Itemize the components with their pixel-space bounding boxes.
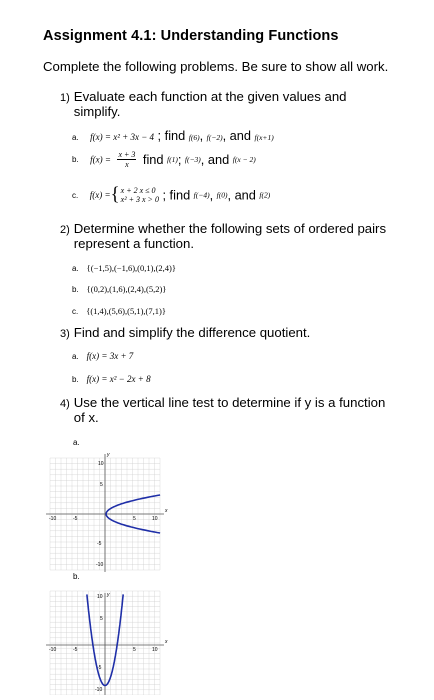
function-expression: f(x) = x² − 2x + 8 bbox=[86, 374, 151, 384]
y-axis-label: y bbox=[107, 452, 110, 458]
question-number: 3) bbox=[60, 328, 70, 340]
case-1: x + 2 x ≤ 0 bbox=[120, 186, 156, 195]
tick-label-ymin: -10 bbox=[95, 687, 103, 693]
piecewise-cases bbox=[121, 186, 159, 204]
tick-label-x5: 5 bbox=[133, 516, 136, 522]
separator: , bbox=[199, 128, 204, 143]
tick-label-ymin: -10 bbox=[96, 562, 104, 568]
separator: , bbox=[209, 187, 214, 203]
part-letter: c. bbox=[72, 190, 79, 200]
ordered-pairs: {(1,4),(5,6),(5,1),(7,1)} bbox=[86, 306, 166, 316]
function-expression: f(x) = x² + 3x − 4 bbox=[90, 132, 155, 142]
numerator: x + 3 bbox=[118, 150, 136, 159]
value-3: f(x+1) bbox=[254, 133, 274, 142]
find-word: ; find bbox=[157, 128, 186, 143]
and-word: , and bbox=[222, 128, 252, 143]
q4-part-a-letter bbox=[73, 434, 88, 448]
q2-part-b bbox=[72, 281, 166, 295]
tick-label-xmax: 10 bbox=[152, 516, 158, 522]
part-letter: b. bbox=[73, 572, 80, 581]
and-word: , and bbox=[200, 152, 230, 167]
tick-label-xmax: 10 bbox=[152, 647, 158, 653]
fraction bbox=[117, 150, 136, 169]
question-3 bbox=[60, 326, 400, 342]
question-number: 2) bbox=[60, 224, 70, 236]
question-text: Use the vertical line test to determine if y is a function of x. bbox=[73, 395, 386, 425]
tick-label-ymax: 10 bbox=[98, 461, 104, 467]
part-letter: a. bbox=[73, 438, 80, 447]
part-letter: c. bbox=[72, 307, 79, 316]
q3-part-b bbox=[72, 371, 151, 385]
value-2: f(0) bbox=[216, 190, 228, 200]
q2-part-c bbox=[72, 303, 166, 317]
ordered-pairs: {(0,2),(1,6),(2,4),(5,2)} bbox=[86, 284, 167, 294]
function-lhs: f(x) = bbox=[89, 190, 111, 200]
find-word: ; find bbox=[162, 187, 191, 203]
part-letter: b. bbox=[72, 375, 79, 384]
q1-part-b bbox=[72, 150, 256, 169]
part-letter: b. bbox=[72, 155, 79, 164]
value-2: f(−2) bbox=[206, 133, 223, 142]
part-letter: a. bbox=[72, 133, 79, 142]
and-word: , and bbox=[227, 187, 256, 203]
value-1: f(−4) bbox=[193, 190, 210, 200]
part-letter: b. bbox=[72, 285, 79, 294]
tick-label-x5: 5 bbox=[133, 647, 136, 653]
instructions: Complete the following problems. Be sure to show all work. bbox=[43, 59, 389, 74]
tick-label-xneg5: -5 bbox=[73, 516, 78, 522]
tick-label-y5: 5 bbox=[100, 482, 103, 488]
q1-part-a bbox=[72, 128, 274, 143]
tick-label-y5: 5 bbox=[100, 616, 103, 622]
value-2: f(−3) bbox=[184, 155, 201, 164]
question-text: Evaluate each function at the given values and simplify. bbox=[73, 89, 347, 119]
part-letter: a. bbox=[72, 264, 79, 273]
q4-part-b-letter bbox=[73, 568, 88, 582]
ordered-pairs: {(−1,5),(−1,6),(0,1),(2,4)} bbox=[86, 263, 176, 273]
find-word: find bbox=[142, 152, 164, 167]
y-axis-label: y bbox=[107, 592, 110, 598]
value-3: f(2) bbox=[259, 190, 271, 200]
tick-label-yneg5: -5 bbox=[97, 665, 102, 671]
question-2 bbox=[60, 222, 400, 251]
tick-label-yneg5: -5 bbox=[97, 541, 102, 547]
tick-label-ymax: 10 bbox=[97, 594, 103, 600]
question-text: Determine whether the following sets of ordered pairs represent a function. bbox=[73, 221, 387, 251]
value-1: f(1) bbox=[167, 155, 178, 164]
part-letter: a. bbox=[72, 352, 79, 361]
case-2: x² + 3 x > 0 bbox=[120, 195, 159, 204]
separator: ; bbox=[177, 152, 182, 167]
question-text: Find and simplify the difference quotient. bbox=[73, 325, 311, 340]
tick-label-xmin: -10 bbox=[49, 647, 57, 653]
q2-part-a bbox=[72, 260, 176, 274]
tick-label-xneg5: -5 bbox=[73, 647, 78, 653]
value-3: f(x − 2) bbox=[232, 155, 256, 164]
graph-a bbox=[40, 448, 170, 578]
value-1: f(6) bbox=[188, 133, 200, 142]
denominator: x bbox=[125, 160, 129, 169]
piecewise-brace: { bbox=[110, 184, 120, 205]
function-lhs: f(x) = bbox=[90, 154, 111, 165]
x-axis-label: x bbox=[165, 639, 168, 645]
assignment-title: Assignment 4.1: Understanding Functions bbox=[43, 28, 339, 44]
x-axis-label: x bbox=[165, 508, 168, 514]
question-1 bbox=[60, 90, 400, 119]
function-expression: f(x) = 3x + 7 bbox=[86, 351, 134, 361]
q1-part-c bbox=[72, 184, 270, 206]
question-4 bbox=[60, 396, 400, 425]
question-number: 4) bbox=[60, 398, 70, 410]
q3-part-a bbox=[72, 348, 133, 362]
graph-b bbox=[40, 589, 170, 695]
tick-label-xmin: -10 bbox=[49, 516, 57, 522]
question-number: 1) bbox=[60, 92, 70, 104]
